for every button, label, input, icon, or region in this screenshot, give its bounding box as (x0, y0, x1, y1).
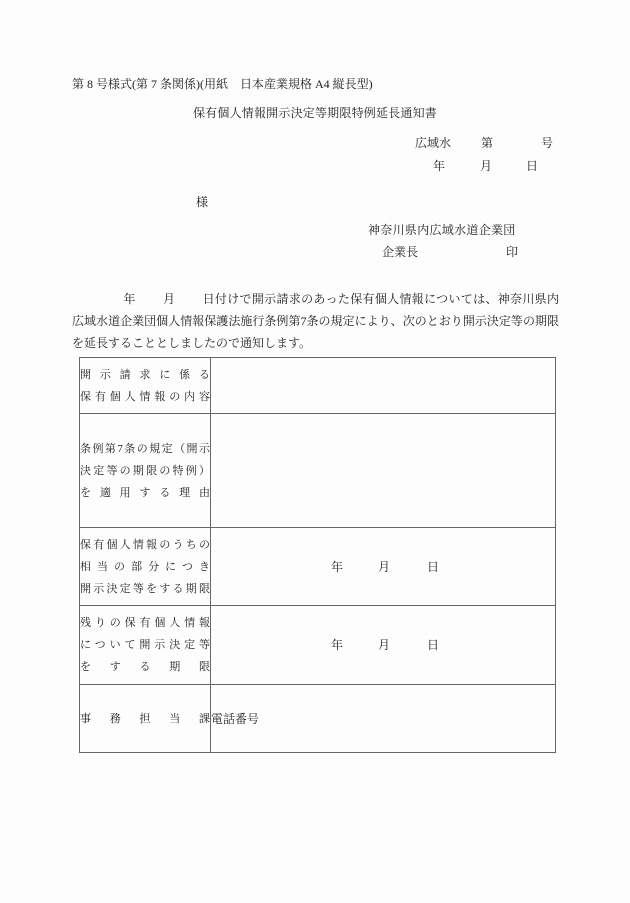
row-label-cell (80, 414, 211, 528)
doc-number-org: 広域水 (415, 136, 452, 150)
label-line: を適用する理由 (80, 486, 210, 499)
sender-organization: 神奈川県内広域水道企業団 (368, 223, 516, 237)
month-label: 月 (378, 638, 391, 652)
sender-title-line (382, 241, 518, 263)
label-line: 残りの保有個人情報 (80, 617, 210, 629)
month-label: 月 (378, 559, 391, 574)
body-paragraph (72, 288, 559, 354)
row-value-cell (211, 685, 556, 753)
doc-number-line (415, 132, 553, 154)
issue-date-year-label: 年 (433, 159, 446, 173)
issue-date-month-label: 月 (480, 159, 493, 173)
row-label-cell (80, 606, 211, 685)
sender-title: 企業長 (382, 245, 419, 259)
doc-number-go: 号 (541, 136, 554, 150)
issue-date-line (433, 155, 538, 177)
date-placeholder (211, 556, 555, 578)
recipient-honorific: 様 (196, 195, 209, 209)
phone-label: 電話番号 (211, 711, 260, 726)
seal-mark: 印 (505, 245, 518, 259)
label-line: 決定等の期限の特例） (80, 464, 210, 477)
body-year-label: 年 (123, 292, 136, 306)
table-row-remaining-deadline (80, 606, 556, 685)
label-line: について開示決定等 (80, 639, 210, 651)
date-placeholder (211, 634, 555, 656)
body-text: 日付けで開示請求のあった保有個人情報については、神奈川県内広域水道企業団個人情報保護法施行条例第7条の規定により、次のとおり開示決定等の期限を延長することとしましたので通知します。 (72, 292, 559, 350)
main-table (79, 357, 556, 753)
form-note: 第 8 号様式(第 7 条関係)(用紙 日本産業規格 A4 縦長型) (72, 77, 373, 91)
row-value-cell (211, 528, 556, 606)
row-value-cell (211, 358, 556, 414)
page-title: 保有個人情報開示決定等期限特例延長通知書 (192, 106, 437, 120)
body-month-label: 月 (162, 292, 176, 306)
label-line: をする期限 (80, 661, 210, 673)
row-label-cell (80, 685, 211, 753)
table-row-contact-section (80, 685, 556, 753)
label-line: 条例第7条の規定（開示 (80, 442, 210, 455)
year-label: 年 (331, 638, 344, 652)
table-row-reason (80, 414, 556, 528)
label-line: 開示決定等をする期限 (80, 582, 210, 595)
day-label: 日 (427, 638, 440, 652)
table-row-disclosure-content (80, 358, 556, 414)
day-label: 日 (427, 559, 440, 574)
row-label-cell (80, 358, 211, 414)
label-line: 相当の部分につき (80, 560, 210, 573)
row-label-cell (80, 528, 211, 606)
label-line: 開示請求に係る (80, 368, 210, 381)
row-value-cell (211, 606, 556, 685)
issue-date-day-label: 日 (526, 159, 539, 173)
doc-number-dai: 第 (481, 136, 494, 150)
row-value-cell (211, 414, 556, 528)
table-row-partial-deadline (80, 528, 556, 606)
label-line: 事務担当課 (80, 712, 210, 725)
label-line: 保有個人情報のうちの (80, 538, 210, 551)
label-line: 保有個人情報の内容 (80, 390, 210, 403)
year-label: 年 (331, 559, 344, 574)
